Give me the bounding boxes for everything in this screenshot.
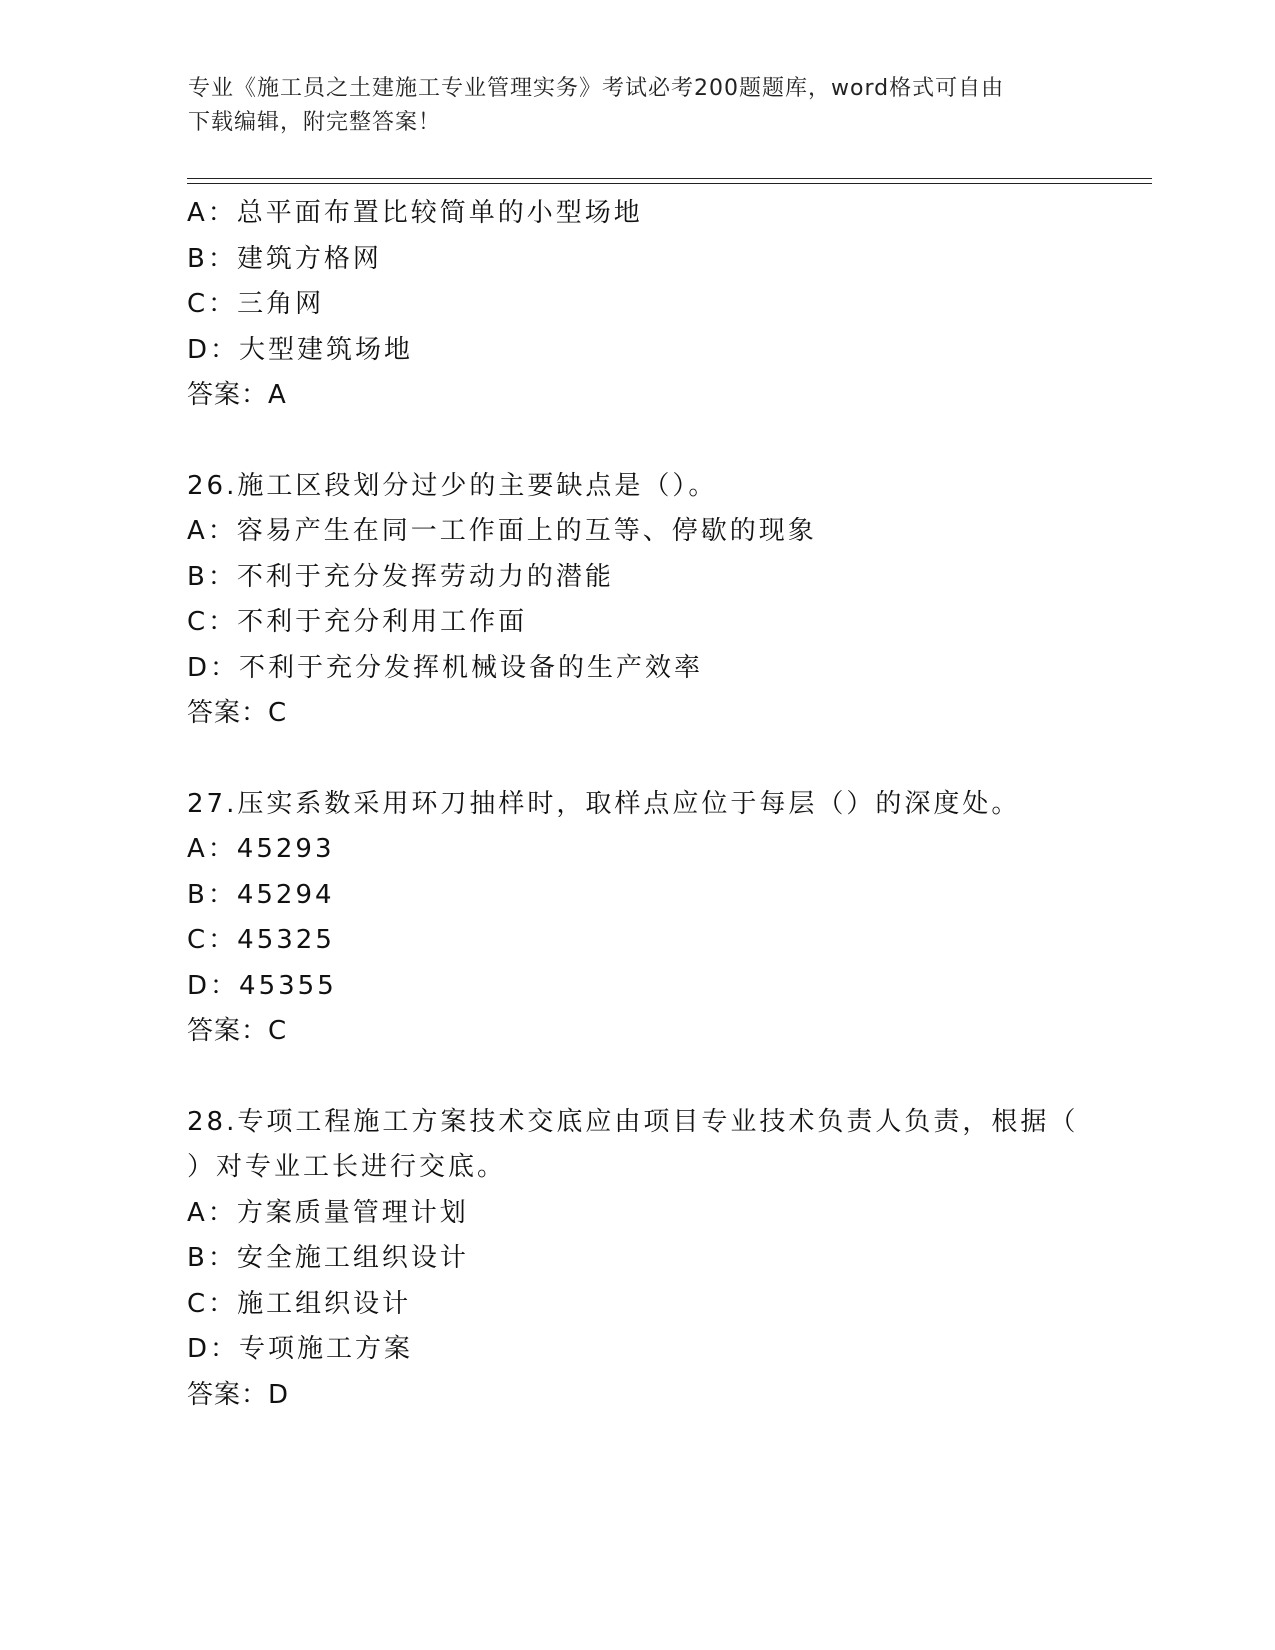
question-text: 27.压实系数采用环刀抽样时，取样点应位于每层（）的深度处。 xyxy=(187,788,1021,819)
answer: 答案：D xyxy=(187,1379,290,1410)
question-text-line-1: 28.专项工程施工方案技术交底应由项目专业技术负责人负责，根据（ xyxy=(187,1106,1079,1137)
header-divider-bottom xyxy=(187,183,1152,184)
header-divider-top xyxy=(187,178,1152,179)
spacer xyxy=(187,1055,1087,1100)
spacer xyxy=(187,419,1087,464)
option-c: C：不利于充分利用工作面 xyxy=(187,607,528,637)
spacer xyxy=(187,737,1087,782)
answer: 答案：C xyxy=(187,698,288,728)
document-header xyxy=(188,72,1088,140)
option-d: D：专项施工方案 xyxy=(187,1334,414,1364)
option-c: C：三角网 xyxy=(187,289,325,319)
option-b: B：安全施工组织设计 xyxy=(187,1243,469,1273)
option-b: B：45294 xyxy=(187,879,335,910)
header-line-1: 专业《施工员之土建施工专业管理实务》考试必考200题题库，word格式可自由 xyxy=(188,76,1005,101)
option-d: D：大型建筑场地 xyxy=(187,334,414,365)
option-d: D：45355 xyxy=(187,970,337,1001)
question-25 xyxy=(187,191,1087,419)
option-a: A：45293 xyxy=(187,834,335,864)
question-27 xyxy=(187,782,1087,1055)
option-d: D：不利于充分发挥机械设备的生产效率 xyxy=(187,652,704,683)
option-b: B：不利于充分发挥劳动力的潜能 xyxy=(187,561,614,592)
option-c: C：45325 xyxy=(187,925,335,955)
option-b: B：建筑方格网 xyxy=(187,243,382,274)
option-a: A：总平面布置比较简单的小型场地 xyxy=(187,198,643,228)
question-text: 26.施工区段划分过少的主要缺点是（）。 xyxy=(187,470,718,501)
header-line-2: 下载编辑，附完整答案！ xyxy=(188,110,442,135)
answer: 答案：C xyxy=(187,1016,288,1046)
option-a: A：方案质量管理计划 xyxy=(187,1197,469,1228)
option-a: A：容易产生在同一工作面上的互等、停歇的现象 xyxy=(187,516,817,546)
question-28 xyxy=(187,1100,1087,1419)
question-text-line-2: ）对专业工长进行交底。 xyxy=(187,1152,507,1182)
option-c: C：施工组织设计 xyxy=(187,1288,412,1319)
question-list xyxy=(187,191,1087,1418)
question-26 xyxy=(187,464,1087,737)
answer: 答案：A xyxy=(187,380,287,410)
